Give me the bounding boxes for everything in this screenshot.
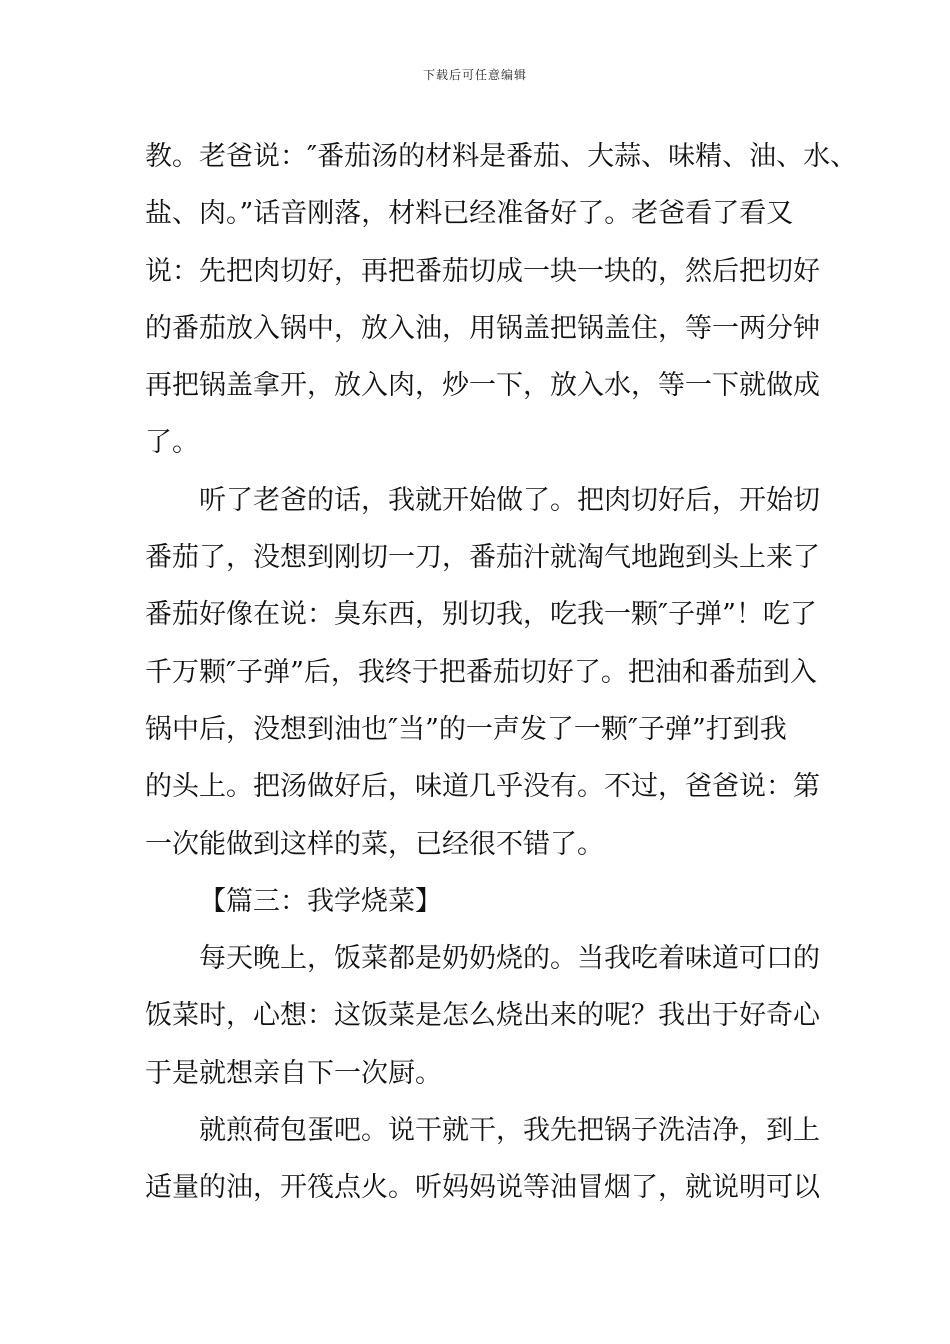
paragraph-line: 于是就想亲自下一次厨。 [145,1057,442,1089]
paragraph-line: 就煎荷包蛋吧。说干就干，我先把锅子洗洁净，到上 [199,1115,820,1147]
paragraph-line: 每天晚上，饭菜都是奶奶烧的。当我吃着味道可口的 [199,943,820,975]
paragraph-line: 千万颗″子弹”后，我终于把番茄切好了。把油和番茄到入 [145,656,817,688]
paragraph-line: 再把锅盖拿开，放入肉，炒一下，放入水，等一下就做成 [145,370,820,402]
paragraph-line: 锅中后，没想到油也″当”的一声发了一颗″子弹”打到我 [145,713,787,745]
paragraph-line: 教。老爸说：″番茄汤的材料是番茄、大蒜、味精、油、水、 [145,141,858,172]
paragraph-line: 饭菜时，心想：这饭菜是怎么烧出来的呢？我出于好奇心 [145,1000,820,1032]
paragraph-line: 番茄了，没想到刚切一刀，番茄汁就淘气地跑到头上来了 [145,542,820,574]
paragraph-line: 说：先把肉切好，再把番茄切成一块一块的，然后把切好 [145,255,820,287]
paragraph-line: 的番茄放入锅中，放入油，用锅盖把锅盖住，等一两分钟 [145,312,820,344]
paragraph-line: 了。 [145,427,199,459]
paragraph-line: 适量的油，开筏点火。听妈妈说等油冒烟了，就说明可以 [145,1172,820,1204]
paragraph-line: 的头上。把汤做好后，味道几乎没有。不过，爸爸说：第 [145,771,820,803]
section-heading: 【篇三：我学烧菜】 [199,885,442,917]
paragraph-line: 一次能做到这样的菜，已经很不错了。 [145,828,604,860]
paragraph-line: 盐、肉。”话音刚落，材料已经准备好了。老爸看了看又 [145,198,794,230]
paragraph-line: 番茄好像在说：臭东西，别切我，吃我一颗″子弹”！吃了 [145,599,817,631]
page-header-note: 下载后可任意编辑 [422,68,527,82]
article-body [145,128,858,1217]
paragraph-line: 听了老爸的话，我就开始做了。把肉切好后，开始切 [199,484,820,516]
